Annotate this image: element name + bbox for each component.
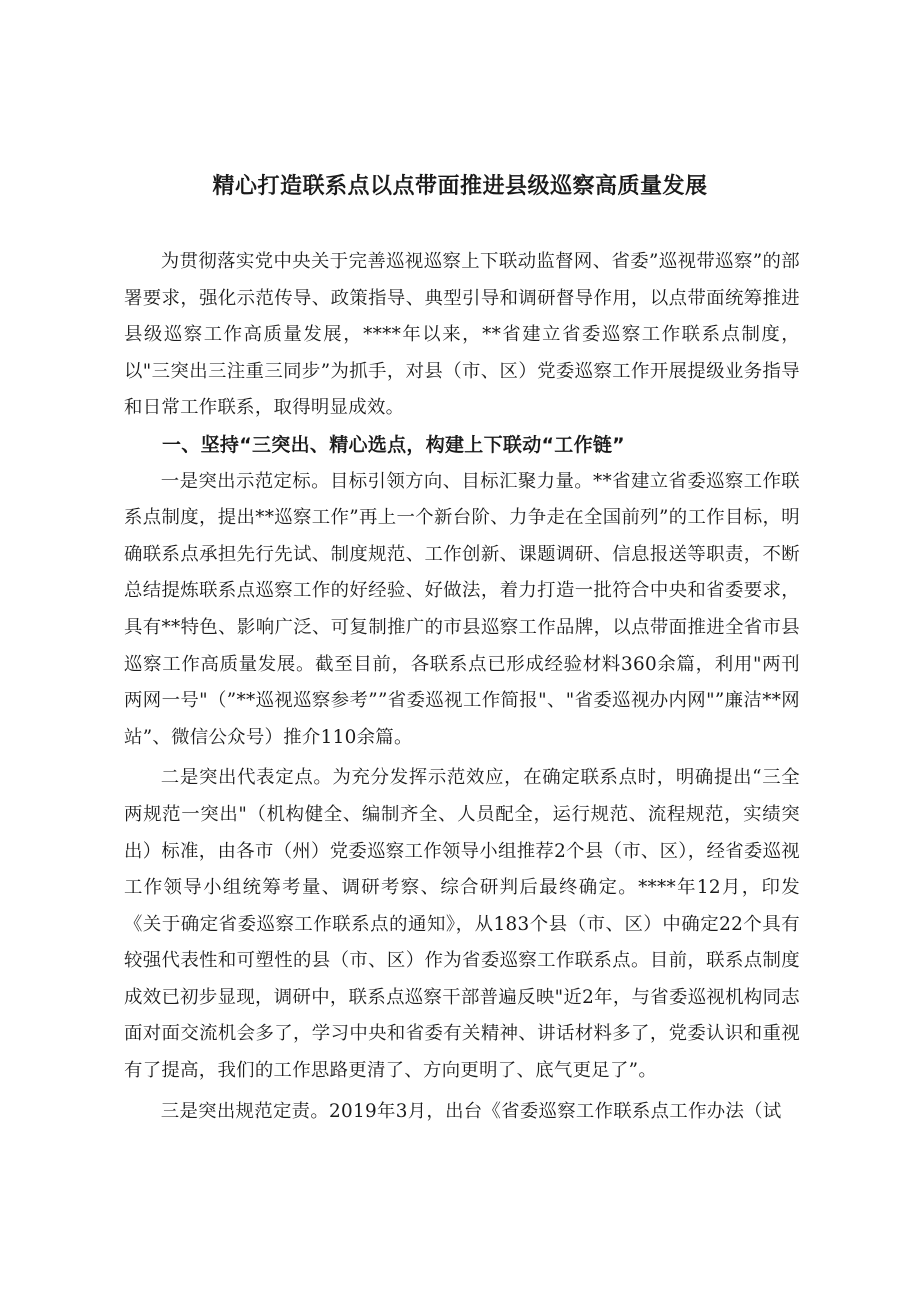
intro-paragraph: 为贯彻落实党中央关于完善巡视巡察上下联动监督网、省委”巡视带巡察”的部署要求，强化示范传导、政策指导、典型引导和调研督导作用，以点带面统筹推进县级巡察工作高质量发展，****年以来，**省建立省委巡察工作联系点制度，以"三突出三注重三同步”为抓手，对县（市、区）党委巡察工作开展提级业务指导和日常工作联系，取得明显成效。	[124, 251, 800, 419]
paragraph-2: 二是突出代表定点。为充分发挥示范效应，在确定联系点时，明确提出“三全两规范一突出"（机构健全、编制齐全、人员配全，运行规范、流程规范，实绩突出）标准，由各市（州）党委巡察工作领导小组推荐2个县（市、区），经省委巡视工作领导小组统筹考量、调研考察、综合研判后最终确定。****年12月，印发《关于确定省委巡察工作联系点的通知》，从183个县（市、区）中确定22个具有较强代表性和可塑性的县（市、区）作为省委巡察工作联系点。目前，联系点制度成效已初步显现，调研中，联系点巡察干部普遍反映"近2年，与省委巡视机构同志面对面交流机会多了，学习中央和省委有关精神、讲话材料多了，党委认识和重视有了提高，我们的工作思路更清了、方向更明了、底气更足了”。	[124, 767, 800, 1082]
document-body	[124, 244, 800, 1130]
section-heading-1: 一、坚持“三突出、精心选点，构建上下联动“工作链”	[162, 433, 625, 456]
paragraph-3: 三是突出规范定责。2019年3月，出台《省委巡察工作联系点工作办法（试	[160, 1100, 782, 1122]
paragraph-1: 一是突出示范定标。目标引领方向、目标汇聚力量。**省建立省委巡察工作联系点制度，提出**巡察工作”再上一个新台阶、力争走在全国前列”的工作目标，明确联系点承担先行先试、制度规范、工作创新、课题调研、信息报送等职责，不断总结提炼联系点巡察工作的好经验、好做法，着力打造一批符合中央和省委要求，具有**特色、影响广泛、可复制推广的市县巡察工作品牌，以点带面推进全省市县巡察工作高质量发展。截至目前，各联系点已形成经验材料360余篇，利用"两刊两网一号"（”**巡视巡察参考””省委巡视工作简报"、"省委巡视办内网"”廉洁**网站”、微信公众号）推介110余篇。	[124, 470, 800, 748]
document-title: 精心打造联系点以点带面推进县级巡察高质量发展	[212, 174, 708, 199]
